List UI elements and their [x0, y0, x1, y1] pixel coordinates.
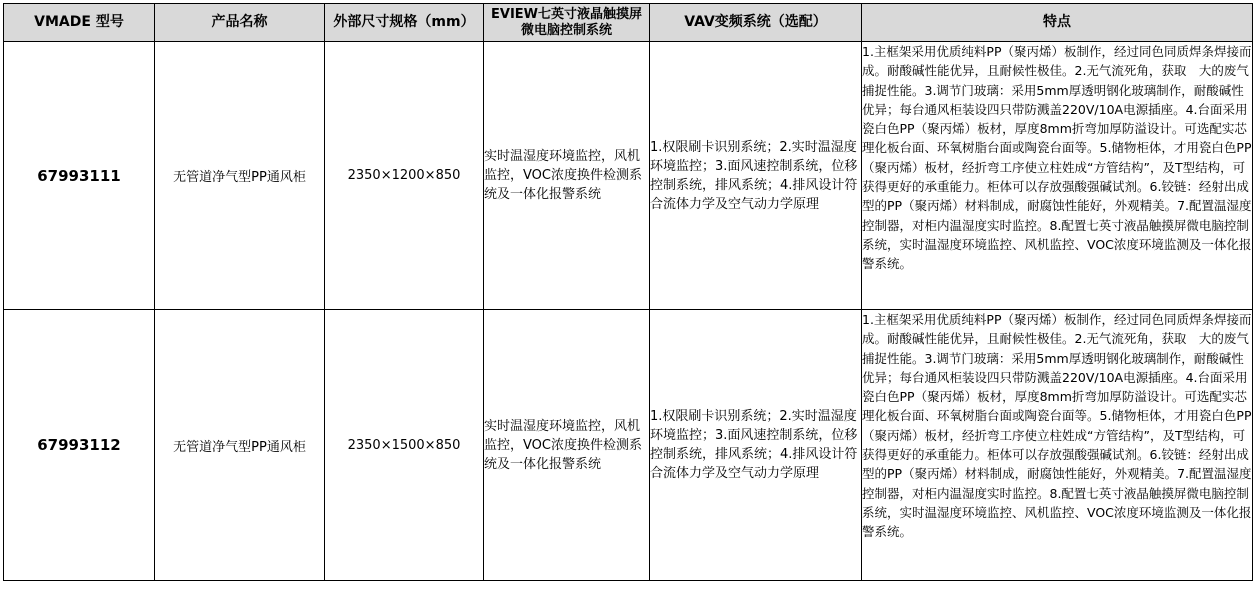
cell-vav-system[interactable]: 1.权限刷卡识别系统；2.实时温湿度环境监控；3.面风速控制系统，位移控制系统，排风系统；4.排风设计符合流体力学及空气动力学原理 — [650, 310, 862, 581]
cell-model[interactable]: 67993112 — [4, 310, 155, 581]
header-model[interactable]: VMADE 型号 — [4, 4, 155, 42]
cell-size[interactable]: 2350×1500×850 — [325, 310, 484, 581]
header-size[interactable]: 外部尺寸规格（mm） — [325, 4, 484, 42]
cell-size[interactable]: 2350×1200×850 — [325, 42, 484, 310]
table-row — [4, 42, 1253, 310]
header-row — [4, 4, 1253, 42]
cell-model[interactable]: 67993111 — [4, 42, 155, 310]
header-vav-system[interactable]: VAV变频系统（选配） — [650, 4, 862, 42]
cell-eview-control[interactable]: 实时温湿度环境监控，风机监控，VOC浓度换件检测系统及一体化报警系统 — [484, 310, 650, 581]
header-features[interactable]: 特点 — [862, 4, 1253, 42]
cell-features[interactable]: 1.主框架采用优质纯料PP（聚丙烯）板制作，经过同色同质焊条焊接而成。耐酸碱性能优异，且耐候性极佳。2.无气流死角，获取 大的废气捕捉性能。3.调节门玻璃：采用5mm厚透明钢化玻璃制作，耐酸碱性优异；每台通风柜装设四只带防溅盖220V/10A电源插座。4.台面采用瓷白色PP（聚丙烯）板材，厚度8mm折弯加厚防溢设计。可选配实芯理化板台面、环氧树脂台面或陶瓷台面等。5.储物柜体，才用瓷白色PP（聚丙烯）板材，经折弯工序使立柱姓成“方管结构”，及T型结构，可获得更好的承重能力。柜体可以存放强酸强碱试剂。6.铰链：经射出成型的PP（聚丙烯）材料制成，耐腐蚀性能好，外观精美。7.配置温湿度控制器，对柜内温湿度实时监控。8.配置七英寸液晶触摸屏微电脑控制系统，实时温湿度环境监控、风机监控、VOC浓度环境监测及一体化报警系统。 — [862, 310, 1253, 581]
table-header — [4, 4, 1253, 42]
table-row — [4, 310, 1253, 581]
cell-product-name[interactable]: 无管道净气型PP通风柜 — [155, 310, 325, 581]
cell-vav-system[interactable]: 1.权限刷卡识别系统；2.实时温湿度环境监控；3.面风速控制系统，位移控制系统，排风系统；4.排风设计符合流体力学及空气动力学原理 — [650, 42, 862, 310]
product-spec-table — [3, 3, 1253, 581]
cell-features[interactable]: 1.主框架采用优质纯料PP（聚丙烯）板制作，经过同色同质焊条焊接而成。耐酸碱性能优异，且耐候性极佳。2.无气流死角，获取 大的废气捕捉性能。3.调节门玻璃：采用5mm厚透明钢化玻璃制作，耐酸碱性优异；每台通风柜装设四只带防溅盖220V/10A电源插座。4.台面采用瓷白色PP（聚丙烯）板材，厚度8mm折弯加厚防溢设计。可选配实芯理化板台面、环氧树脂台面或陶瓷台面等。5.储物柜体，才用瓷白色PP（聚丙烯）板材，经折弯工序使立柱姓成“方管结构”，及T型结构，可获得更好的承重能力。柜体可以存放强酸强碱试剂。6.铰链：经射出成型的PP（聚丙烯）材料制成，耐腐蚀性能好，外观精美。7.配置温湿度控制器，对柜内温湿度实时监控。8.配置七英寸液晶触摸屏微电脑控制系统，实时温湿度环境监控、风机监控、VOC浓度环境监测及一体化报警系统。 — [862, 42, 1253, 310]
header-eview-control[interactable]: EVIEW七英寸液晶触摸屏微电脑控制系统 — [484, 4, 650, 42]
table-body — [4, 42, 1253, 581]
cell-eview-control[interactable]: 实时温湿度环境监控，风机监控，VOC浓度换件检测系统及一体化报警系统 — [484, 42, 650, 310]
cell-product-name[interactable]: 无管道净气型PP通风柜 — [155, 42, 325, 310]
header-product-name[interactable]: 产品名称 — [155, 4, 325, 42]
